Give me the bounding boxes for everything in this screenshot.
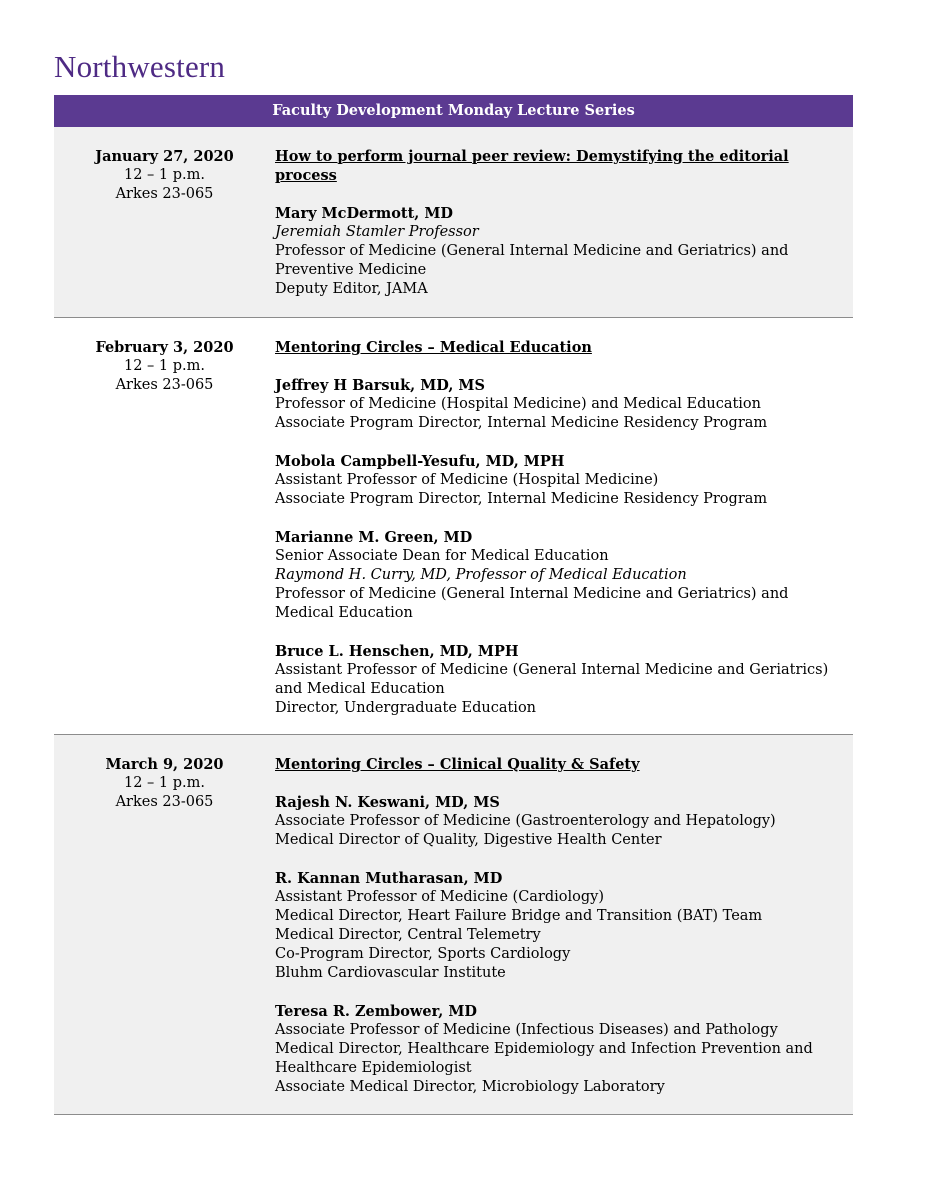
- speaker-role: Assistant Professor of Medicine (Cardiology): [275, 889, 605, 905]
- speaker-role: Medical Director of Quality, Digestive Health Center: [275, 832, 662, 848]
- speaker-name: Marianne M. Green, MD: [275, 529, 473, 546]
- speaker-role: Senior Associate Dean for Medical Education: [275, 548, 609, 564]
- session-title: Mentoring Circles – Medical Education: [275, 339, 592, 356]
- speaker-role: Medical Director, Central Telemetry: [275, 927, 541, 943]
- speaker-role: Assistant Professor of Medicine (Hospital Medicine): [275, 472, 659, 488]
- session-date: March 9, 2020: [105, 756, 224, 773]
- speaker-role: Associate Medical Director, Microbiology Laboratory: [275, 1079, 665, 1095]
- speaker-role: Associate Professor of Medicine (Gastroenterology and Hepatology): [275, 813, 776, 829]
- speaker-name: Teresa R. Zembower, MD: [275, 1003, 477, 1020]
- speaker-name: Mary McDermott, MD: [275, 205, 454, 222]
- speaker-role: Associate Program Director, Internal Medicine Residency Program: [275, 491, 768, 507]
- session-details: [275, 735, 853, 1114]
- speaker: [275, 1002, 837, 1097]
- speaker: [275, 452, 837, 509]
- speaker-role: Associate Professor of Medicine (Infectious Diseases) and Pathology: [275, 1022, 778, 1038]
- speaker: [275, 204, 837, 299]
- speaker-role: Professor of Medicine (General Internal Medicine and Geriatrics) and Medical Education: [275, 586, 789, 621]
- northwestern-logo: Northwestern: [54, 49, 226, 84]
- session-datetime: [54, 127, 275, 317]
- speaker-role: Raymond H. Curry, MD, Professor of Medical Education: [275, 567, 687, 583]
- speaker-name: Mobola Campbell-Yesufu, MD, MPH: [275, 453, 565, 470]
- speaker: [275, 376, 837, 433]
- speaker: [275, 642, 837, 718]
- session-date: February 3, 2020: [95, 339, 234, 356]
- speaker-name: R. Kannan Mutharasan, MD: [275, 870, 503, 887]
- speaker-role: Medical Director, Healthcare Epidemiology and Infection Prevention and Healthcare Epidemiologist: [275, 1041, 813, 1076]
- speaker-name: Bruce L. Henschen, MD, MPH: [275, 643, 519, 660]
- session-title: How to perform journal peer review: Demystifying the editorial process: [275, 148, 789, 184]
- session-date: January 27, 2020: [95, 148, 234, 165]
- speaker-role: Medical Director, Heart Failure Bridge and Transition (BAT) Team: [275, 908, 763, 924]
- speaker-role: Associate Program Director, Internal Medicine Residency Program: [275, 415, 768, 431]
- session-datetime: [54, 735, 275, 1114]
- lecture-schedule-table: [54, 95, 853, 1115]
- speaker-role: Jeremiah Stamler Professor: [275, 224, 479, 240]
- speaker-role: Assistant Professor of Medicine (General Internal Medicine and Geriatrics) and Medical Education: [275, 662, 829, 697]
- session-time: 12 – 1 p.m.: [123, 358, 205, 374]
- session-location: Arkes 23-065: [115, 186, 214, 202]
- speaker-role: Deputy Editor, JAMA: [275, 281, 428, 297]
- speaker-role: Co-Program Director, Sports Cardiology: [275, 946, 571, 962]
- speaker: [275, 869, 837, 983]
- series-title-bar: Faculty Development Monday Lecture Series: [54, 95, 853, 127]
- session-time: 12 – 1 p.m.: [123, 775, 205, 791]
- speaker-role: Professor of Medicine (General Internal Medicine and Geriatrics) and Preventive Medicine: [275, 243, 789, 278]
- session-location: Arkes 23-065: [115, 377, 214, 393]
- session-datetime: [54, 318, 275, 734]
- speaker: [275, 793, 837, 850]
- speaker-role: Bluhm Cardiovascular Institute: [275, 965, 506, 981]
- session-details: [275, 318, 853, 734]
- session-row: [54, 735, 853, 1115]
- session-details: [275, 127, 853, 317]
- speaker-role: Director, Undergraduate Education: [275, 700, 537, 716]
- speaker: [275, 528, 837, 623]
- session-row: [54, 127, 853, 318]
- speaker-role: Professor of Medicine (Hospital Medicine) and Medical Education: [275, 396, 761, 412]
- speaker-name: Rajesh N. Keswani, MD, MS: [275, 794, 500, 811]
- session-row: [54, 318, 853, 735]
- session-time: 12 – 1 p.m.: [123, 167, 205, 183]
- session-location: Arkes 23-065: [115, 794, 214, 810]
- session-title: Mentoring Circles – Clinical Quality & Safety: [275, 756, 640, 773]
- speaker-name: Jeffrey H Barsuk, MD, MS: [275, 377, 485, 394]
